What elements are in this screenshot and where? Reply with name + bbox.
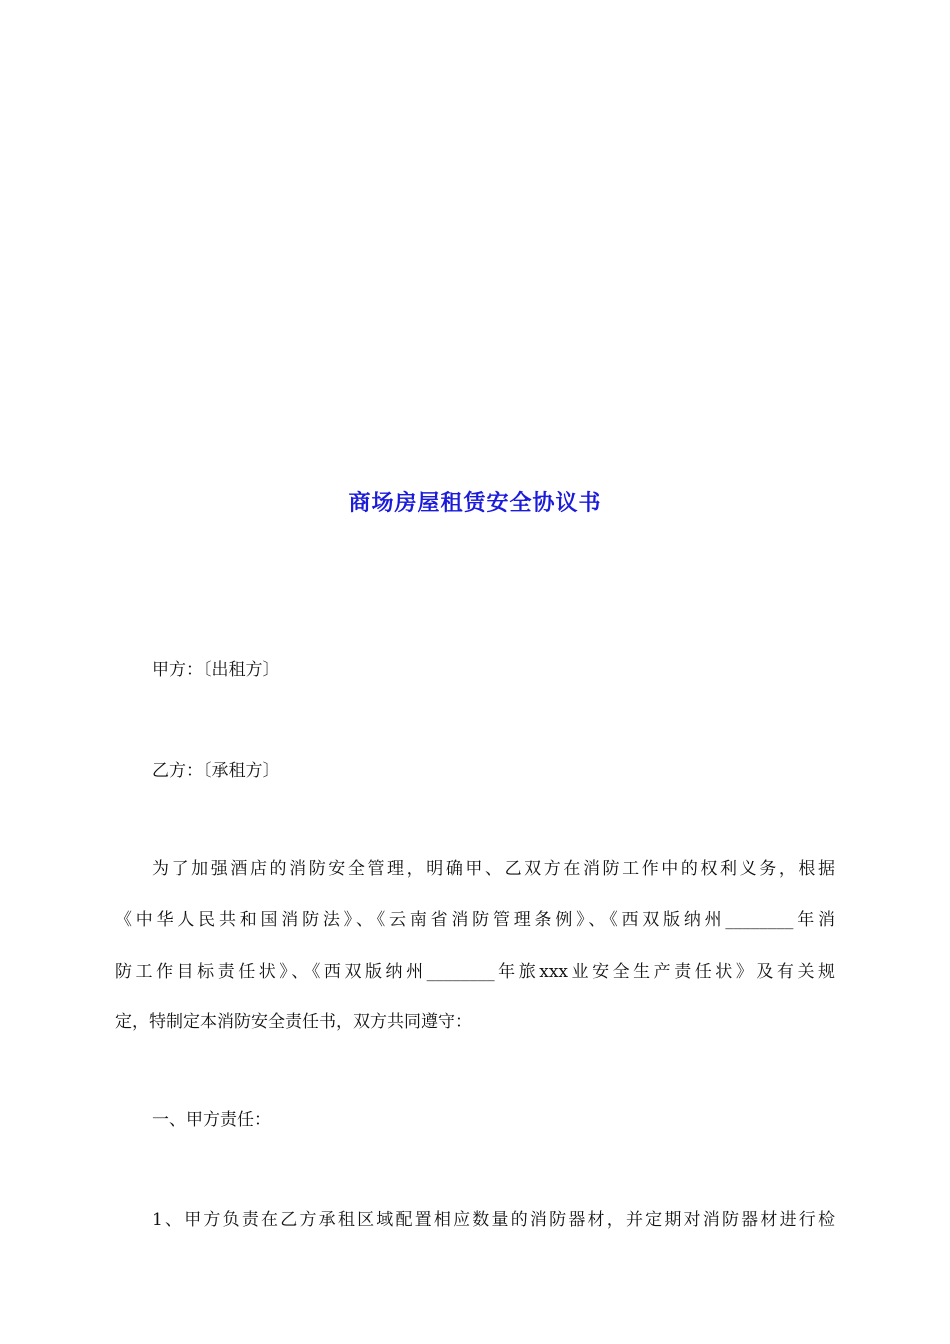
- party-a-line: 甲方：〔出租方〕: [152, 660, 280, 680]
- intro-paragraph-line-2: 《中华人民共和国消防法》、《云南省消防管理条例》、《西双版纳州________年消: [115, 910, 835, 930]
- intro-paragraph-line-1: 为了加强酒店的消防安全管理，明确甲、乙双方在消防工作中的权利义务，根据: [152, 859, 835, 879]
- party-b-line: 乙方：〔承租方〕: [152, 761, 280, 781]
- intro-paragraph-line-4: 定，特制定本消防安全责任书，双方共同遵守：: [115, 1012, 472, 1032]
- section-one-heading: 一、甲方责任：: [152, 1110, 271, 1130]
- item-one-line-1: 1、甲方负责在乙方承租区域配置相应数量的消防器材，并定期对消防器材进行检: [152, 1210, 835, 1230]
- intro-paragraph-line-3: 防工作目标责任状》、《西双版纳州________年旅xxx业安全生产责任状》及有关规: [115, 962, 835, 982]
- document-title: 商场房屋租赁安全协议书: [348, 490, 602, 516]
